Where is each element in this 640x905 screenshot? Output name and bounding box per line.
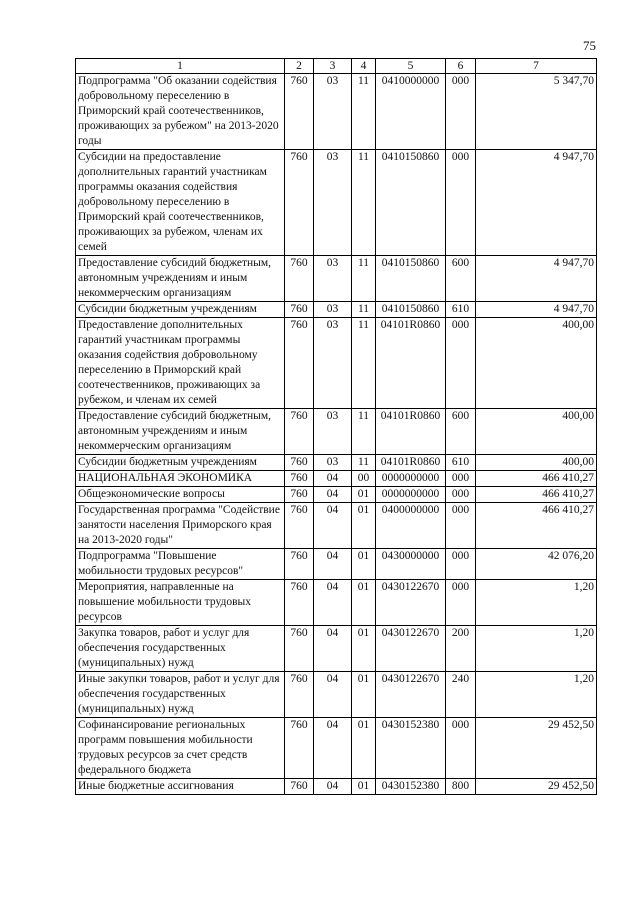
row-type: 600 [446, 256, 476, 302]
row-name: Общеэкономические вопросы [76, 487, 285, 503]
row-section: 04 [314, 672, 352, 718]
table-row [76, 626, 597, 672]
row-amount: 1,20 [476, 626, 597, 672]
column-header: 3 [314, 59, 352, 74]
row-subsection: 00 [352, 471, 376, 487]
row-type: 240 [446, 672, 476, 718]
row-ministry: 760 [285, 503, 314, 549]
table-row [76, 318, 597, 409]
row-amount: 4 947,70 [476, 150, 597, 256]
row-article: 0410000000 [376, 74, 446, 150]
row-name: Софинансирование региональных программ повышения мобильности трудовых ресурсов за счет средств федерального бюджета [76, 718, 285, 779]
row-section: 03 [314, 256, 352, 302]
row-section: 03 [314, 318, 352, 409]
row-amount: 400,00 [476, 455, 597, 471]
row-amount: 1,20 [476, 672, 597, 718]
row-article: 0410150860 [376, 256, 446, 302]
row-subsection: 01 [352, 503, 376, 549]
row-article: 0430122670 [376, 626, 446, 672]
row-name: Подпрограмма "Повышение мобильности трудовых ресурсов" [76, 549, 285, 580]
row-subsection: 11 [352, 256, 376, 302]
row-amount: 29 452,50 [476, 779, 597, 795]
row-section: 04 [314, 503, 352, 549]
row-amount: 466 410,27 [476, 471, 597, 487]
row-name: Закупка товаров, работ и услуг для обеспечения государственных (муниципальных) нужд [76, 626, 285, 672]
row-section: 04 [314, 487, 352, 503]
row-ministry: 760 [285, 150, 314, 256]
budget-table [75, 58, 597, 795]
row-subsection: 11 [352, 302, 376, 318]
row-section: 04 [314, 549, 352, 580]
row-name: Подпрограмма "Об оказании содействия добровольному переселению в Приморский край соотечественников, проживающих за рубежом" на 2013-2020 годы [76, 74, 285, 150]
row-amount: 42 076,20 [476, 549, 597, 580]
row-name: НАЦИОНАЛЬНАЯ ЭКОНОМИКА [76, 471, 285, 487]
row-amount: 466 410,27 [476, 503, 597, 549]
row-amount: 29 452,50 [476, 718, 597, 779]
row-article: 04101R0860 [376, 318, 446, 409]
row-subsection: 01 [352, 626, 376, 672]
row-subsection: 01 [352, 672, 376, 718]
row-subsection: 11 [352, 455, 376, 471]
row-ministry: 760 [285, 549, 314, 580]
table-row [76, 503, 597, 549]
row-subsection: 11 [352, 318, 376, 409]
page-number: 75 [583, 38, 596, 53]
column-header: 6 [446, 59, 476, 74]
table-row [76, 779, 597, 795]
row-article: 0000000000 [376, 487, 446, 503]
column-header: 1 [76, 59, 285, 74]
table-row [76, 150, 597, 256]
row-ministry: 760 [285, 74, 314, 150]
row-article: 0430000000 [376, 549, 446, 580]
row-subsection: 01 [352, 549, 376, 580]
row-section: 03 [314, 302, 352, 318]
row-type: 610 [446, 455, 476, 471]
row-section: 04 [314, 471, 352, 487]
row-type: 000 [446, 718, 476, 779]
row-name: Предоставление субсидий бюджетным, автономным учреждениям и иным некоммерческим организациям [76, 409, 285, 455]
table-row [76, 580, 597, 626]
row-ministry: 760 [285, 318, 314, 409]
row-subsection: 01 [352, 779, 376, 795]
row-ministry: 760 [285, 626, 314, 672]
row-subsection: 01 [352, 580, 376, 626]
row-article: 0410150860 [376, 302, 446, 318]
row-name: Иные бюджетные ассигнования [76, 779, 285, 795]
row-type: 000 [446, 487, 476, 503]
row-name: Субсидии бюджетным учреждениям [76, 455, 285, 471]
row-type: 200 [446, 626, 476, 672]
column-header: 5 [376, 59, 446, 74]
column-header: 7 [476, 59, 597, 74]
row-ministry: 760 [285, 487, 314, 503]
row-subsection: 11 [352, 409, 376, 455]
row-name: Субсидии бюджетным учреждениям [76, 302, 285, 318]
row-type: 000 [446, 580, 476, 626]
row-ministry: 760 [285, 672, 314, 718]
row-article: 04101R0860 [376, 409, 446, 455]
row-amount: 400,00 [476, 318, 597, 409]
row-article: 0430122670 [376, 580, 446, 626]
table-row [76, 487, 597, 503]
table-row [76, 409, 597, 455]
row-name: Предоставление субсидий бюджетным, автономным учреждениям и иным некоммерческим организациям [76, 256, 285, 302]
row-article: 04101R0860 [376, 455, 446, 471]
row-name: Иные закупки товаров, работ и услуг для обеспечения государственных (муниципальных) нужд [76, 672, 285, 718]
header-row [76, 59, 597, 74]
row-ministry: 760 [285, 455, 314, 471]
row-amount: 5 347,70 [476, 74, 597, 150]
row-amount: 1,20 [476, 580, 597, 626]
row-section: 04 [314, 580, 352, 626]
row-name: Государственная программа "Содействие занятости населения Приморского края на 2013-2020 годы" [76, 503, 285, 549]
table-row [76, 718, 597, 779]
table-row [76, 302, 597, 318]
row-subsection: 11 [352, 150, 376, 256]
row-article: 0410150860 [376, 150, 446, 256]
row-ministry: 760 [285, 718, 314, 779]
row-section: 04 [314, 718, 352, 779]
row-subsection: 01 [352, 718, 376, 779]
row-article: 0400000000 [376, 503, 446, 549]
row-name: Предоставление дополнительных гарантий участникам программы оказания содействия добровольному переселению в Приморский край соотечественников, проживающих за рубежом, и членам их семей [76, 318, 285, 409]
row-amount: 4 947,70 [476, 256, 597, 302]
table-row [76, 471, 597, 487]
table-row [76, 256, 597, 302]
row-ministry: 760 [285, 409, 314, 455]
table-body [76, 74, 597, 795]
row-article: 0430152380 [376, 779, 446, 795]
row-subsection: 01 [352, 487, 376, 503]
row-type: 000 [446, 150, 476, 256]
row-name: Субсидии на предоставление дополнительных гарантий участникам программы оказания содействия добровольному переселению в Приморский край соотечественников, проживающих за рубежом, членам их семей [76, 150, 285, 256]
row-subsection: 11 [352, 74, 376, 150]
row-ministry: 760 [285, 580, 314, 626]
row-ministry: 760 [285, 779, 314, 795]
row-ministry: 760 [285, 256, 314, 302]
row-article: 0430152380 [376, 718, 446, 779]
row-type: 000 [446, 318, 476, 409]
row-type: 610 [446, 302, 476, 318]
row-article: 0430122670 [376, 672, 446, 718]
row-amount: 466 410,27 [476, 487, 597, 503]
row-section: 04 [314, 626, 352, 672]
column-header: 2 [285, 59, 314, 74]
row-article: 0000000000 [376, 471, 446, 487]
row-section: 03 [314, 74, 352, 150]
row-section: 04 [314, 779, 352, 795]
row-type: 000 [446, 503, 476, 549]
row-section: 03 [314, 455, 352, 471]
table-row [76, 455, 597, 471]
row-type: 000 [446, 549, 476, 580]
table-row [76, 549, 597, 580]
column-header: 4 [352, 59, 376, 74]
row-type: 000 [446, 74, 476, 150]
row-section: 03 [314, 150, 352, 256]
row-name: Мероприятия, направленные на повышение мобильности трудовых ресурсов [76, 580, 285, 626]
row-section: 03 [314, 409, 352, 455]
row-type: 000 [446, 471, 476, 487]
row-ministry: 760 [285, 471, 314, 487]
row-type: 800 [446, 779, 476, 795]
row-type: 600 [446, 409, 476, 455]
row-amount: 4 947,70 [476, 302, 597, 318]
row-amount: 400,00 [476, 409, 597, 455]
table-row [76, 672, 597, 718]
table-row [76, 74, 597, 150]
row-ministry: 760 [285, 302, 314, 318]
